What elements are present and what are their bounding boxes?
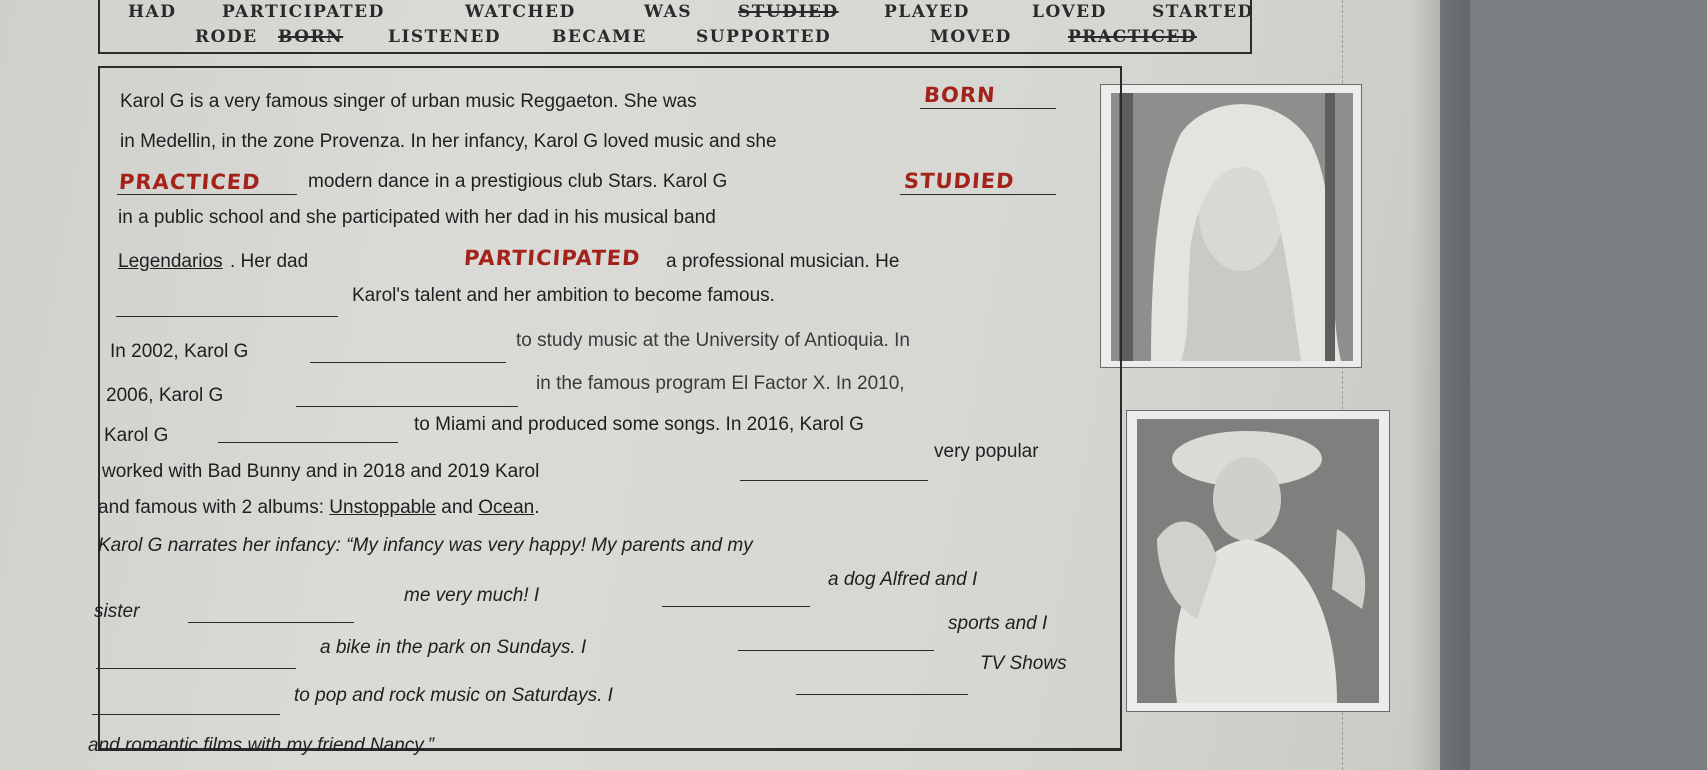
story-line-8a: 2006, Karol G — [106, 385, 224, 406]
story-line-11e: . — [534, 497, 540, 518]
word-became: BECAME — [552, 27, 647, 47]
story-line-5a: . Her dad — [230, 251, 309, 272]
photo-frame-top — [1100, 84, 1362, 368]
album-unstoppable: Unstoppable — [329, 497, 436, 518]
story-line-2: in Medellin, in the zone Provenza. In her infancy, Karol G loved music and she — [120, 131, 777, 152]
word-rode: RODE — [195, 27, 258, 47]
answer-4-handwritten: PARTICIPATED — [463, 246, 642, 270]
band-name-legendarios: Legendarios — [118, 251, 223, 272]
blank-7[interactable] — [296, 384, 518, 407]
word-watched: WATCHED — [465, 2, 576, 22]
word-bank — [98, 0, 1252, 54]
word-bank-row-1 — [100, 2, 1254, 24]
story-line-3: modern dance in a prestigious club Stars. Karol G — [308, 171, 728, 192]
album-ocean: Ocean — [478, 497, 535, 518]
story-line-9b: to Miami and produced some songs. In 2016, Karol G — [414, 414, 864, 435]
word-moved: MOVED — [930, 27, 1012, 47]
word-had: HAD — [128, 2, 177, 22]
word-studied: STUDIED — [738, 2, 839, 22]
word-played: PLAYED — [884, 2, 970, 22]
blank-12[interactable] — [96, 646, 296, 669]
word-loved: LOVED — [1032, 2, 1107, 22]
story-line-6: Karol's talent and her ambition to become famous. — [352, 285, 775, 306]
story-line-7a: In 2002, Karol G — [110, 341, 249, 362]
photo-portrait-graphic — [1111, 93, 1353, 361]
photo-frame-bottom — [1126, 410, 1390, 712]
answer-3-handwritten: STUDIED — [903, 169, 1016, 193]
story-line-12: Karol G narrates her infancy: “My infancy was very happy! My parents and my — [98, 535, 753, 556]
answer-2-handwritten: PRACTICED — [118, 170, 262, 194]
story-line-13c: a dog Alfred and I — [828, 569, 978, 590]
photo-karol-g-hat — [1137, 419, 1379, 703]
blank-9[interactable] — [740, 458, 928, 481]
word-bank-row-2 — [100, 27, 1250, 49]
story-line-11a: and famous with 2 albums: — [98, 497, 330, 518]
blank-8[interactable] — [218, 420, 398, 443]
blank-11[interactable] — [662, 584, 810, 607]
blank-15[interactable] — [796, 672, 968, 695]
story-line-14b: sports and I — [948, 613, 1048, 634]
story-line-8b: in the famous program El Factor X. In 2010, — [536, 373, 905, 394]
story-line-4: in a public school and she participated with her dad in his musical band — [118, 207, 716, 228]
word-was: WAS — [644, 2, 692, 22]
story-line-14a: a bike in the park on Sundays. I — [320, 637, 587, 658]
story-line-11 — [98, 496, 540, 520]
story-line-1: Karol G is a very famous singer of urban music Reggaeton. She was — [120, 91, 697, 112]
word-listened: LISTENED — [388, 27, 502, 47]
story-line-11c: and — [436, 497, 479, 518]
paper-shadow — [1410, 0, 1470, 770]
blank-6[interactable] — [310, 340, 506, 363]
photo-karol-g-portrait — [1111, 93, 1353, 361]
word-started: STARTED — [1152, 2, 1254, 22]
blank-13[interactable] — [738, 628, 934, 651]
blank-5[interactable] — [116, 294, 338, 317]
story-line-10a: worked with Bad Bunny and in 2018 and 2019 Karol — [102, 461, 540, 482]
story-line-13b: me very much! I — [404, 585, 540, 606]
word-supported: SUPPORTED — [696, 27, 832, 47]
photo-hat-graphic — [1137, 419, 1379, 703]
word-born: BORN — [278, 27, 344, 47]
story-line-9a: Karol G — [104, 425, 169, 446]
answer-1-handwritten: BORN — [923, 83, 997, 107]
blank-10[interactable] — [188, 600, 354, 623]
blank-14[interactable] — [92, 692, 280, 715]
story-line-15a: to pop and rock music on Saturdays. I — [294, 685, 613, 706]
story-line-5b: a professional musician. He — [666, 251, 900, 272]
story-line-15b: TV Shows — [980, 653, 1067, 674]
word-participated: PARTICIPATED — [222, 2, 385, 22]
story-line-7b: to study music at the University of Antioquia. In — [516, 330, 910, 351]
word-practiced: PRACTICED — [1068, 27, 1197, 47]
story-line-10b: very popular — [934, 441, 1039, 462]
story-line-16: and romantic films with my friend Nancy.” — [88, 735, 434, 756]
story-line-13a: sister — [94, 601, 140, 622]
